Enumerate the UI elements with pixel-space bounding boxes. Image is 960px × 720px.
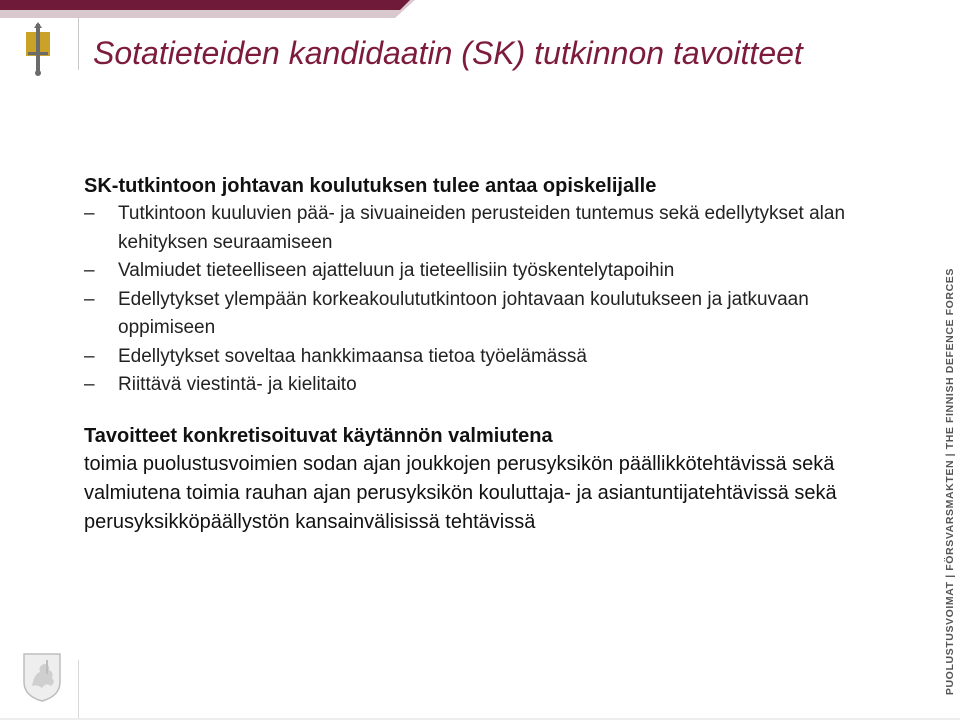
section-2-text: toimia puolustusvoimien sodan ajan joukkojen perusyksikön päällikkötehtävissä sekä valmiutena toimia rauhan ajan perusyksikön kouluttaja- ja asiantuntijatehtävissä sekä perusyksikköpäällystön kansainvälisissä tehtävissä — [84, 452, 837, 533]
requirements-list — [84, 200, 894, 400]
bullet-dash: – — [84, 345, 95, 367]
section-1-heading: SK-tutkintoon johtavan koulutuksen tulee antaa opiskelijalle — [84, 175, 657, 197]
header-divider-line — [78, 18, 79, 70]
top-decorative-band — [0, 0, 960, 18]
slide-title: Sotatieteiden kandidaatin (SK) tutkinnon tavoitteet — [93, 35, 803, 71]
bullet-dash: – — [84, 203, 95, 224]
list-item: – Riittävä viestintä- ja kielitaito — [84, 371, 894, 400]
side-organization-text: PUOLUSTUSVOIMAT | FÖRSVARSMAKTEN | THE FINNISH DEFENCE FORCES — [944, 268, 956, 696]
slide-content — [84, 172, 894, 537]
sword-emblem-icon — [20, 22, 56, 76]
list-item: – Valmiudet tieteelliseen ajatteluun ja tieteellisiin työskentelytapoihin — [84, 257, 894, 286]
bullet-dash: – — [84, 260, 95, 281]
list-item: – Edellytykset soveltaa hankkimaansa tietoa työelämässä — [84, 343, 894, 372]
bullet-dash: – — [84, 288, 95, 310]
lion-coat-of-arms-icon — [22, 652, 62, 702]
list-item: – Tutkintoon kuuluvien pää- ja sivuaineiden perusteiden tuntemus sekä edellytykset alan kehityksen seuraamiseen — [84, 200, 894, 257]
list-item: – Edellytykset ylempään korkeakoulututkintoon johtavaan koulutukseen ja jatkuvaan oppimiseen — [84, 286, 894, 343]
bullet-dash: – — [84, 374, 95, 395]
section-2-heading: Tavoitteet konkretisoituvat käytännön valmiutena — [84, 424, 553, 447]
footer-divider-line — [78, 660, 79, 720]
